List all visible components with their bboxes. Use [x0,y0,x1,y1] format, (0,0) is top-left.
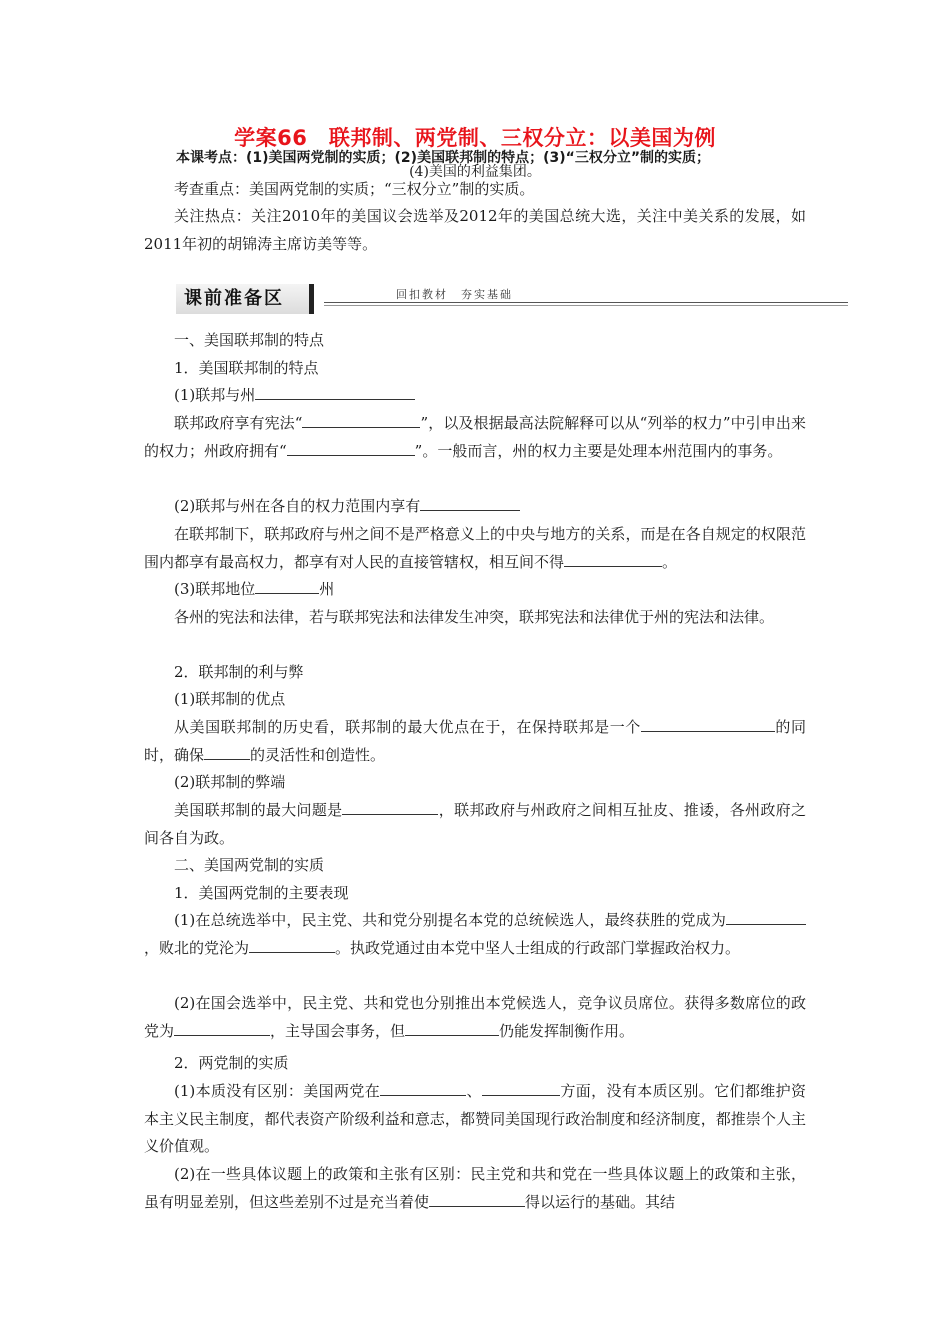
text-segment: 美国联邦制的最大问题是 [174,801,343,819]
fill-blank[interactable] [302,412,420,428]
text-segment: ，败北的党沦为 [144,938,250,957]
hotspot-text: 关注热点：关注2010年的美国议会选举及2012年的美国总统大选，关注中美关系的发展，如2011年初的胡锦涛主席访美等等。 [144,207,806,253]
fill-blank[interactable] [255,384,415,400]
text-segment: (1)在总统选举中，民主党、共和党分别提名本党的总统候选人，最终获胜的党成为 [174,911,726,929]
text-segment: (2)在一些具体议题上的政策和主张有区别：民主党和共和党在一些具体议题上的政策和主张，虽有明显差别，但这些差别不过是充当着使 [144,1165,806,1211]
heading-2-2: 2．两党制的实质 [174,1054,289,1072]
fill-blank[interactable] [174,1020,270,1036]
paragraph-6 [144,907,806,962]
text-segment: (2)联邦与州在各自的权力范围内享有 [174,497,421,515]
text-segment: 的同时，确保 [144,718,806,764]
text-segment: ”。一般而言，州的权力主要是处理本州范围内的事务。 [414,441,783,460]
fill-blank[interactable] [287,440,415,456]
text-segment: 得以运行的基础。其结 [525,1192,676,1211]
text-segment: 从美国联邦制的历史看，联邦制的最大优点在于，在保持联邦是一个 [174,718,641,736]
focus-text: 考查重点：美国两党制的实质；“三权分立”制的实质。 [174,180,535,198]
paragraph-7 [144,990,806,1045]
text-segment: 在联邦制下，联邦政府与州之间不是严格意义上的中央与地方的关系，而是在各自规定的权限范围内都享有最高权力，都享有对人民的直接管辖权，相互间不得 [144,525,806,571]
fill-blank[interactable] [420,495,520,511]
paragraph-8 [144,1078,806,1161]
heading-1-1-3 [144,576,806,604]
section-banner-label: 课前准备区 [176,284,314,314]
text-segment: ，联邦政府与州政府之间相互扯皮、推诿，各州政府之间各自为政。 [144,801,806,847]
banner-rule-thin [324,305,848,306]
heading-1-2-2: (2)联邦制的弊端 [174,773,286,791]
text-segment: (1)本质没有区别：美国两党在 [174,1082,381,1100]
heading-1-2-1: (1)联邦制的优点 [174,690,286,708]
paragraph-2 [144,521,806,576]
key-points: 本课考点：(1)美国两党制的实质；(2)美国联邦制的特点；(3)“三权分立”制的实质； [176,150,711,166]
fill-blank[interactable] [380,1080,466,1096]
paragraph-3: 各州的宪法和法律，若与联邦宪法和法律发生冲突，联邦宪法和法律优于州的宪法和法律。 [174,608,775,626]
text-segment: (2)在国会选举中，民主党、共和党也分别推出本党候选人，竞争议员席位。获得多数席位的政党为 [144,994,806,1040]
fill-blank[interactable] [767,716,775,732]
fill-blank[interactable] [204,744,250,760]
fill-blank[interactable] [249,937,335,953]
page-title: 学案66 联邦制、两党制、三权分立：以美国为例 [234,126,716,150]
key-points-continued: (4)美国的利益集团。 [409,164,541,180]
heading-section-2: 二、美国两党制的实质 [174,856,325,874]
paragraph-1 [144,410,806,465]
text-segment: 仍能发挥制衡作用。 [499,1021,635,1040]
text-segment: 州 [319,580,335,598]
fill-blank[interactable] [405,1020,499,1036]
fill-blank[interactable] [641,716,767,732]
fill-blank[interactable] [564,551,662,567]
heading-2-1: 1．美国两党制的主要表现 [174,884,349,902]
section-banner [176,284,848,316]
fill-blank[interactable] [429,1191,525,1207]
section-banner-subtitle: 回扣教材 夯实基础 [390,286,519,302]
banner-rule [324,302,848,303]
fill-blank[interactable] [255,578,319,594]
text-segment: 、 [466,1082,482,1100]
text-segment: 方面，没有本质区别。它们都维护资本主义民主制度，都代表资产阶级利益和意志，都赞同美国现行政治制度和经济制度，都推崇个人主义价值观。 [144,1082,806,1155]
text-segment: 。执政党通过由本党中坚人士组成的行政部门掌握政治权力。 [335,938,741,957]
text-segment: ”，以及根据最高法院解释可以从“列举的权力”中引申出来的权力；州政府拥有“ [144,414,806,460]
heading-1-2: 2．联邦制的利与弊 [174,663,304,681]
text-segment: (1)联邦与州 [174,386,256,404]
heading-1-1-1 [144,382,806,410]
heading-1-1-2 [144,493,806,521]
text-segment: 联邦政府享有宪法“ [174,414,303,432]
text-segment: ，主导国会事务，但 [270,1021,406,1040]
paragraph-4 [144,714,806,769]
heading-section-1: 一、美国联邦制的特点 [174,331,325,349]
fill-blank[interactable] [748,909,806,925]
text-segment: 。 [662,552,678,571]
fill-blank[interactable] [726,909,748,925]
paragraph-5 [144,797,806,852]
heading-1-1: 1．美国联邦制的特点 [174,359,319,377]
fill-blank[interactable] [342,799,438,815]
fill-blank[interactable] [482,1080,560,1096]
paragraph-9 [144,1161,806,1216]
text-segment: 的灵活性和创造性。 [250,745,386,764]
text-segment: (3)联邦地位 [174,580,256,598]
